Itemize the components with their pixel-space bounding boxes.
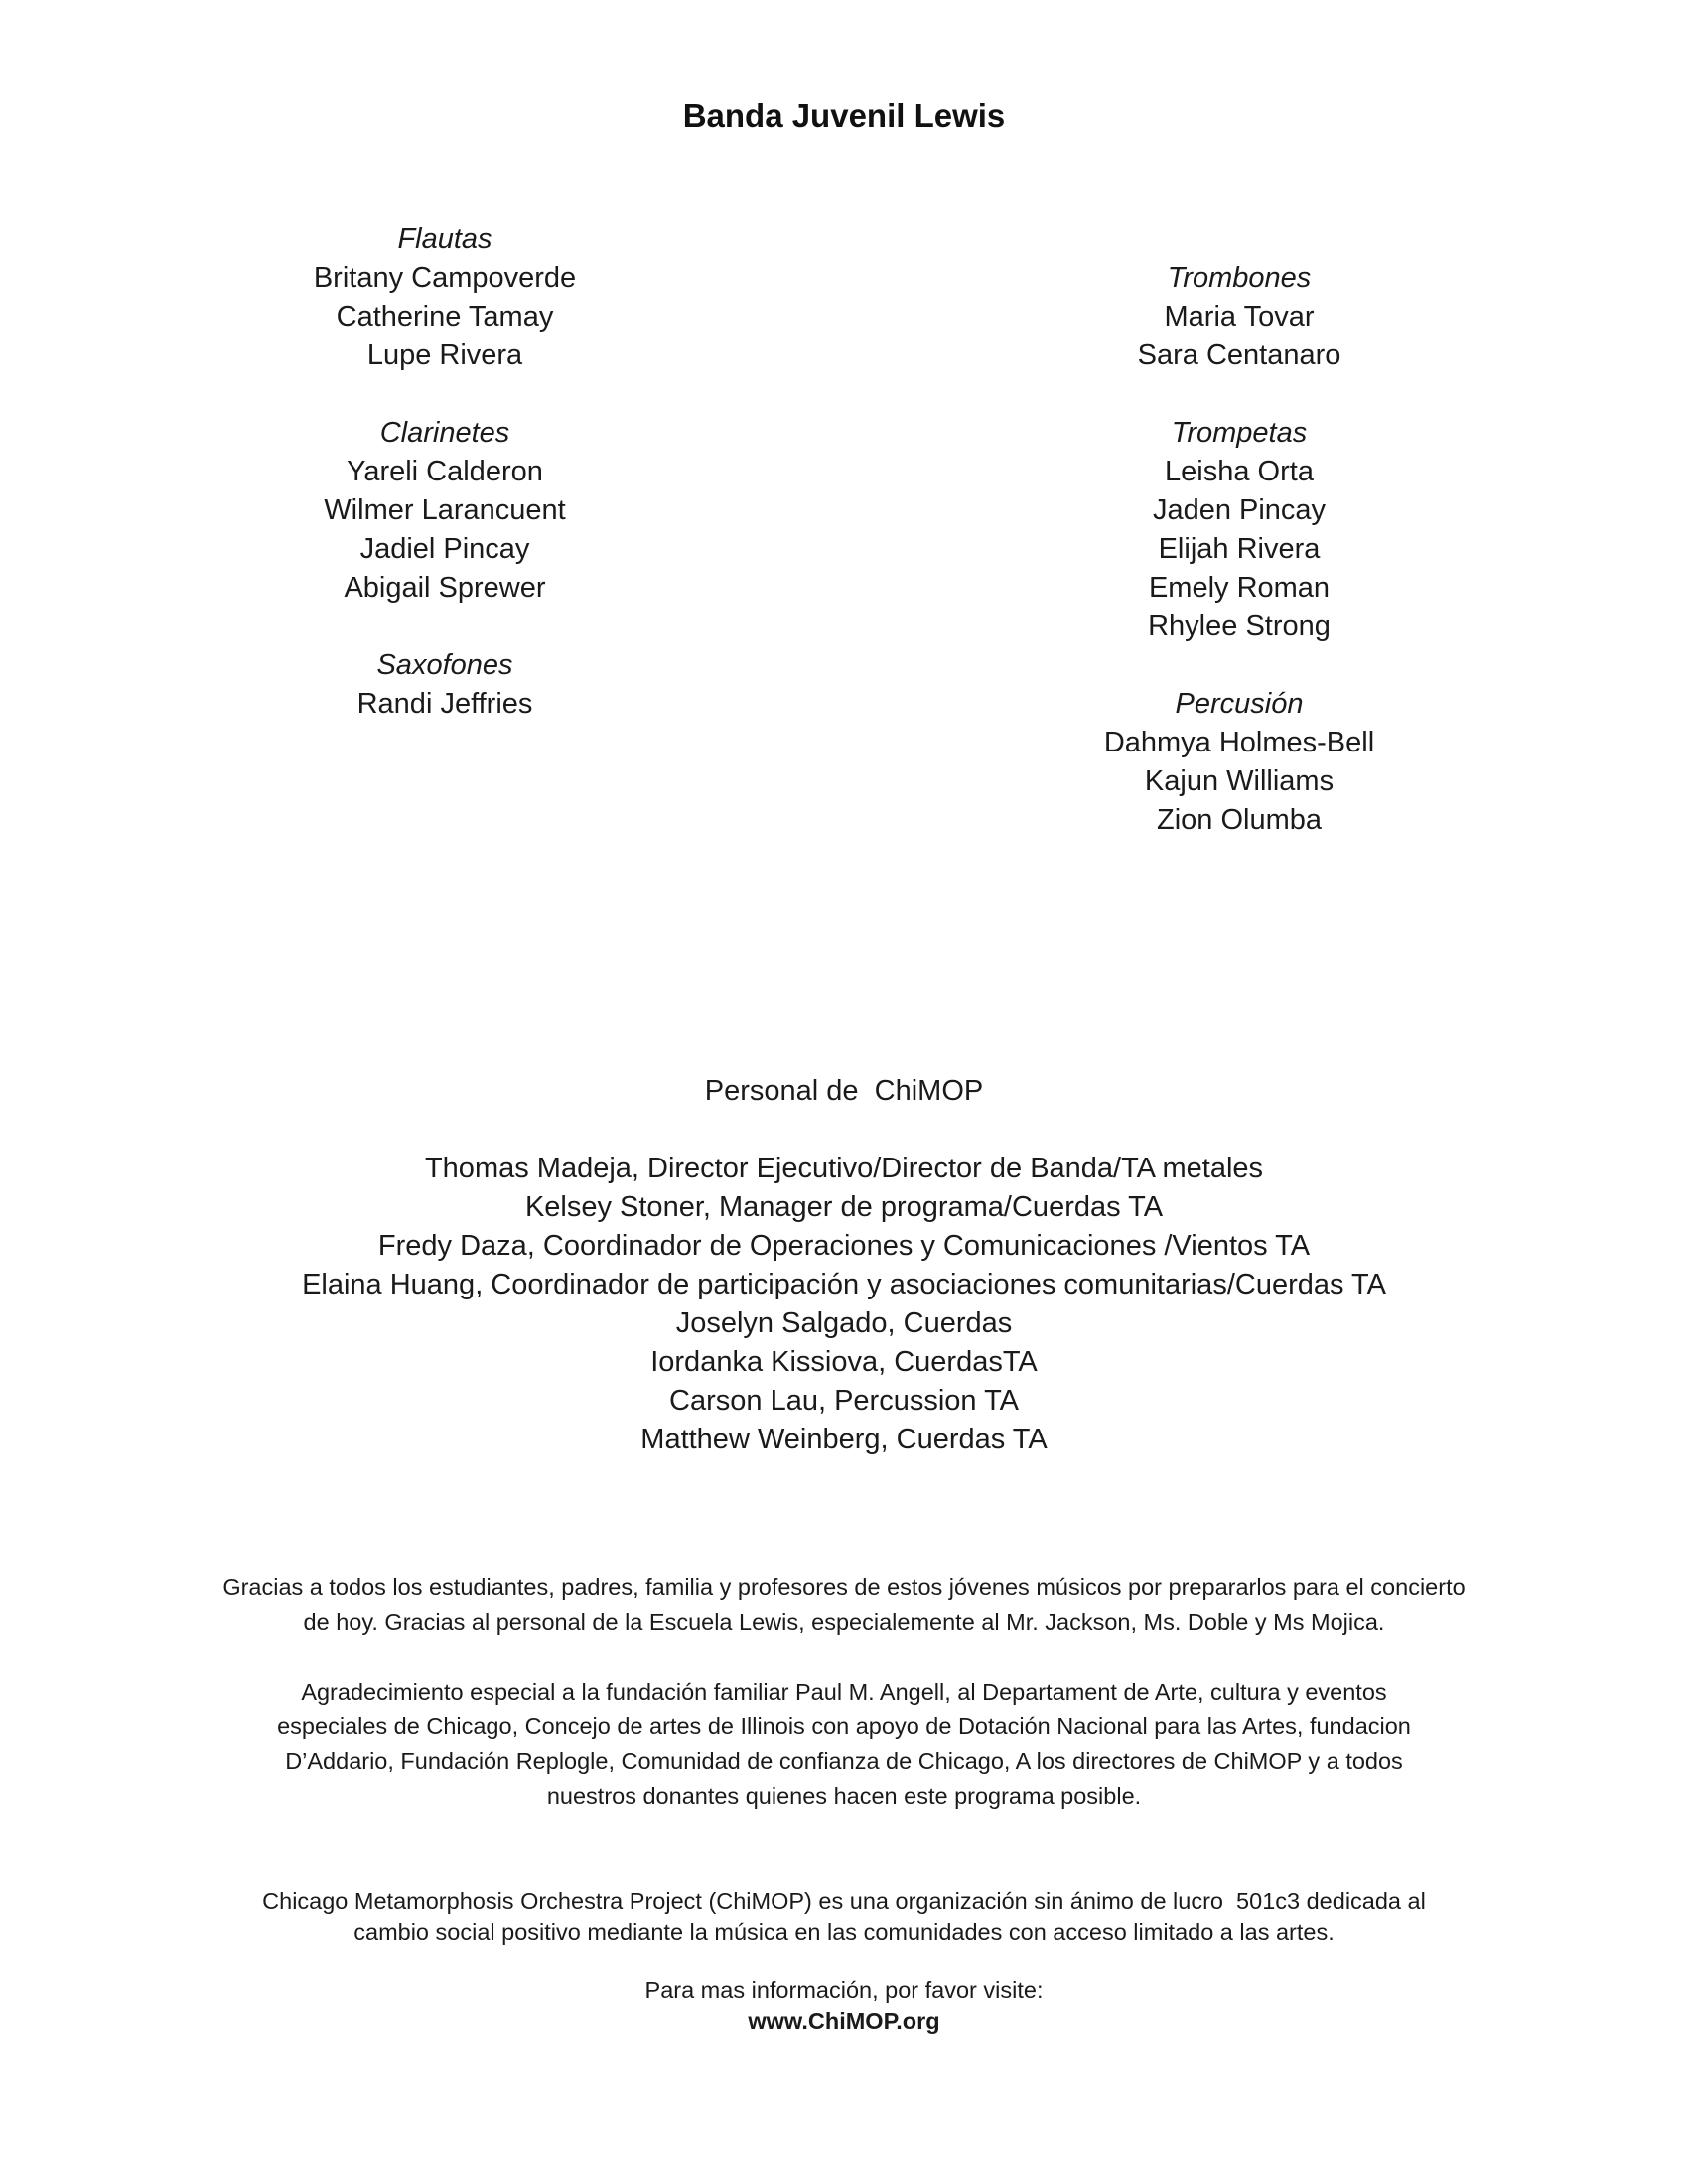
special-thanks-paragraph <box>0 1675 1688 1814</box>
section-trombones <box>961 259 1517 375</box>
paragraph-line: nuestros donantes quienes hacen este programa posible. <box>546 1783 1142 1809</box>
member-name: Emely Roman <box>1148 572 1331 604</box>
section-percusion <box>961 685 1517 840</box>
section-trompetas <box>961 414 1517 646</box>
member-name: Maria Tovar <box>1164 301 1315 333</box>
staff-member: Kelsey Stoner, Manager de programa/Cuerdas TA <box>524 1191 1164 1223</box>
staff-heading: Personal de ChiMOP <box>704 1075 984 1107</box>
paragraph-line: especiales de Chicago, Concejo de artes de Illinois con apoyo de Dotación Nacional para las Artes, fundacion <box>277 1713 1411 1739</box>
member-name: Britany Campoverde <box>313 262 577 294</box>
left-column <box>167 220 723 762</box>
member-name: Randi Jeffries <box>356 688 533 720</box>
staff-member: Matthew Weinberg, Cuerdas TA <box>640 1424 1048 1455</box>
member-name: Catherine Tamay <box>336 301 554 333</box>
member-name: Sara Centanaro <box>1137 340 1341 371</box>
member-name: Rhylee Strong <box>1148 611 1331 642</box>
right-column <box>961 259 1517 879</box>
section-saxofones <box>167 646 723 724</box>
website-link[interactable]: www.ChiMOP.org <box>748 2008 940 2034</box>
staff-member: Thomas Madeja, Director Ejecutivo/Director de Banda/TA metales <box>424 1153 1264 1184</box>
page-title: Banda Juvenil Lewis <box>682 97 1006 134</box>
paragraph-line: D’Addario, Fundación Replogle, Comunidad de confianza de Chicago, A los directores de ChiMOP y a todos <box>285 1748 1403 1774</box>
member-name: Leisha Orta <box>1165 456 1314 487</box>
staff-member: Fredy Daza, Coordinador de Operaciones y Comunicaciones /Vientos TA <box>377 1230 1311 1262</box>
staff-member: Elaina Huang, Coordinador de participación y asociaciones comunitarias/Cuerdas TA <box>302 1269 1386 1300</box>
paragraph-line: Agradecimiento especial a la fundación familiar Paul M. Angell, al Departament de Arte, cultura y eventos <box>301 1679 1387 1705</box>
paragraph-line: Gracias a todos los estudiantes, padres, familia y profesores de estos jóvenes músicos por prepararlos para el concierto <box>222 1574 1466 1600</box>
thanks-paragraph <box>0 1570 1688 1640</box>
member-name: Wilmer Larancuent <box>324 494 566 526</box>
info-block <box>0 1976 1688 2037</box>
mission-paragraph <box>0 1886 1688 1948</box>
member-name: Zion Olumba <box>1156 804 1322 836</box>
member-name: Kajun Williams <box>1144 765 1335 797</box>
paragraph-line: Chicago Metamorphosis Orchestra Project (ChiMOP) es una organización sin ánimo de lucro 501c3 dedicada al <box>262 1888 1426 1914</box>
member-name: Lupe Rivera <box>366 340 523 371</box>
member-name: Jaden Pincay <box>1152 494 1327 526</box>
paragraph-line: de hoy. Gracias al personal de la Escuela Lewis, especialemente al Mr. Jackson, Ms. Doble y Ms Mojica. <box>303 1609 1385 1635</box>
section-clarinetes <box>167 414 723 608</box>
staff-member: Iordanka Kissiova, CuerdasTA <box>650 1346 1038 1378</box>
section-title: Saxofones <box>376 649 513 681</box>
member-name: Jadiel Pincay <box>359 533 530 565</box>
section-title: Percusión <box>1175 688 1304 720</box>
section-flautas <box>167 220 723 375</box>
member-name: Dahmya Holmes-Bell <box>1103 727 1375 758</box>
staff-member: Joselyn Salgado, Cuerdas <box>675 1307 1013 1339</box>
section-title: Flautas <box>397 223 492 255</box>
staff-member: Carson Lau, Percussion TA <box>669 1385 1019 1417</box>
member-name: Yareli Calderon <box>347 456 543 487</box>
member-name: Elijah Rivera <box>1158 533 1321 565</box>
staff-section <box>0 1072 1688 1459</box>
info-label: Para mas información, por favor visite: <box>644 1978 1044 2003</box>
member-name: Abigail Sprewer <box>344 572 546 604</box>
paragraph-line: cambio social positivo mediante la música en las comunidades con acceso limitado a las artes. <box>353 1919 1335 1945</box>
section-title: Clarinetes <box>379 417 510 449</box>
section-title: Trombones <box>1167 262 1312 294</box>
section-title: Trompetas <box>1171 417 1308 449</box>
